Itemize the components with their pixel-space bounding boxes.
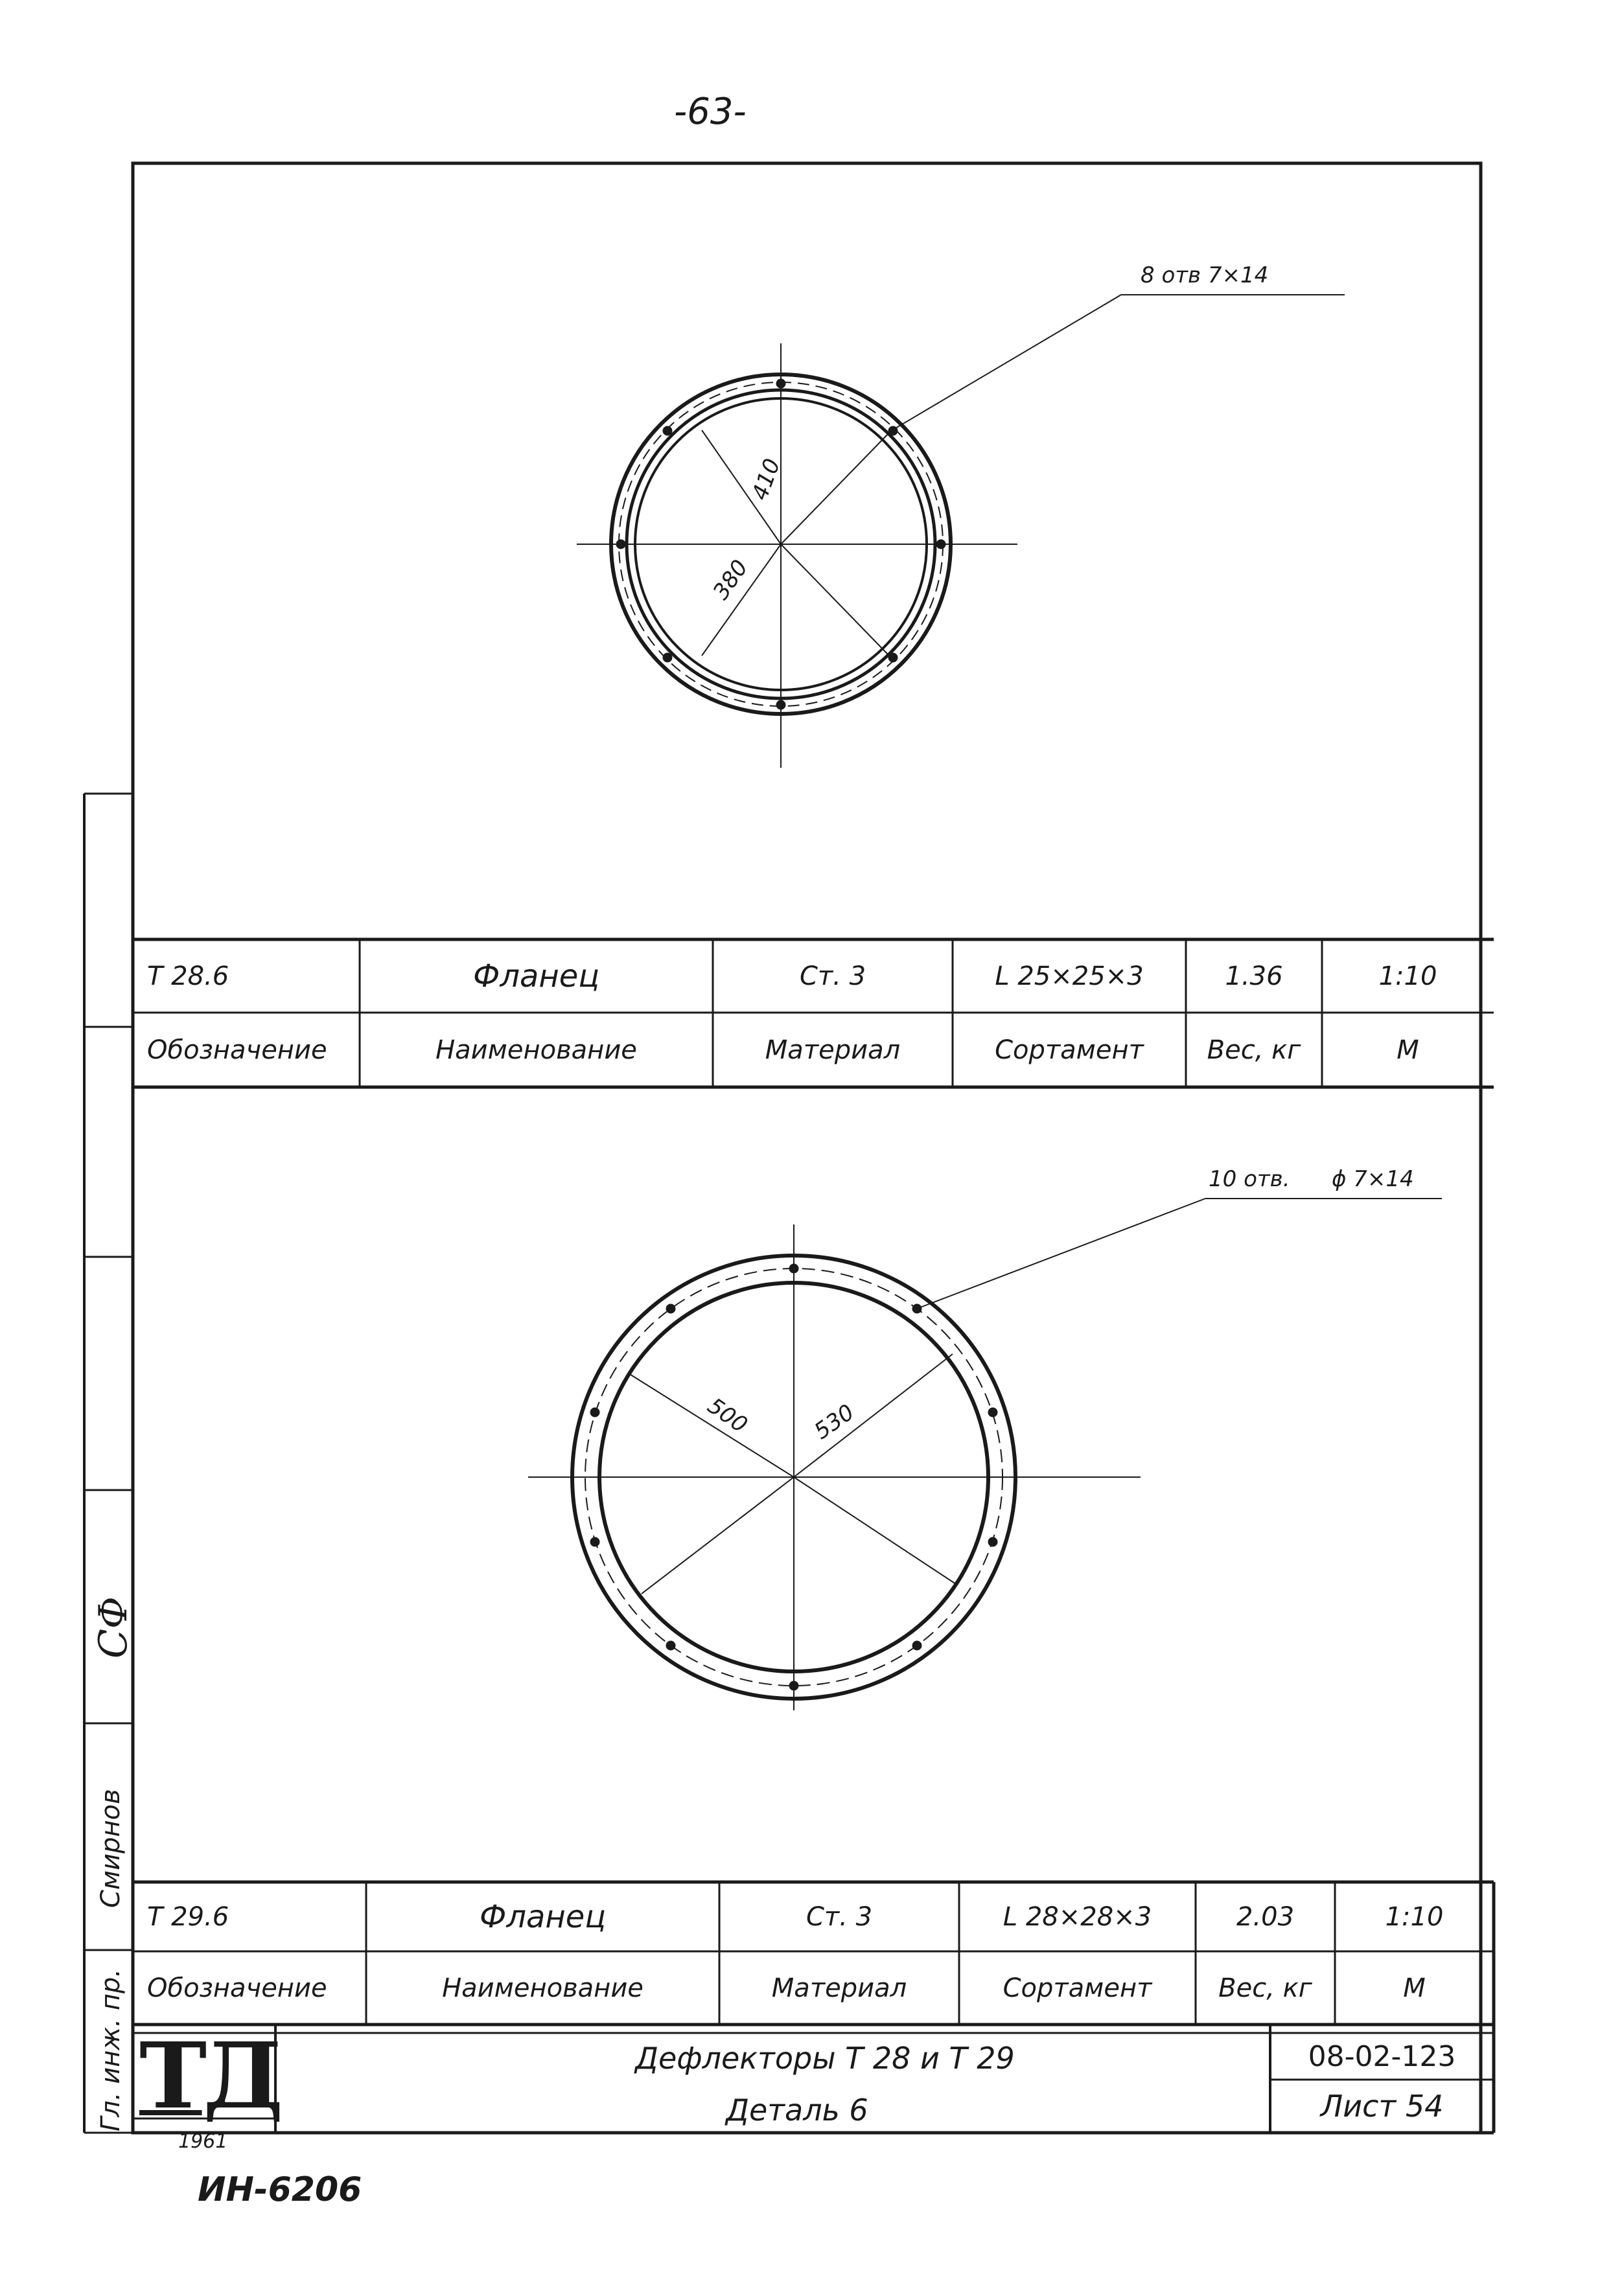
table-2-header-material: Материал bbox=[771, 1973, 907, 2003]
hole-callout-1: 8 отв 7×14 bbox=[1141, 262, 1269, 288]
sheet-frame bbox=[133, 163, 1481, 2133]
table-1-header-designation: Обозначение bbox=[147, 1035, 327, 1065]
table-1-header-material: Материал bbox=[765, 1035, 901, 1065]
flange-drawing-2 bbox=[528, 1199, 1442, 1710]
inventory-stamp: ИН-6206 bbox=[198, 2170, 362, 2209]
dimension-530: 530 bbox=[809, 1399, 859, 1445]
table-1-header-weight: Вес, кг bbox=[1207, 1035, 1301, 1065]
table-2-header-name: Наименование bbox=[442, 1973, 643, 2003]
table-1-weight: 1.36 bbox=[1225, 961, 1283, 991]
table-1-profile: L 25×25×3 bbox=[995, 961, 1144, 991]
table-2-name: Фланец bbox=[480, 1898, 606, 1935]
document-code: 08-02-123 bbox=[1308, 2039, 1456, 2073]
table-1-header-name: Наименование bbox=[435, 1035, 637, 1065]
table-1-designation: T 28.6 bbox=[147, 961, 229, 991]
dimension-410: 410 bbox=[747, 455, 786, 504]
drawing-title: Дефлекторы Т 28 и Т 29 bbox=[635, 2041, 1015, 2076]
table-1-material: Ст. 3 bbox=[799, 961, 866, 991]
table-2-header-profile: Сортамент bbox=[1003, 1973, 1152, 2003]
page-number: -63- bbox=[674, 91, 747, 133]
dimension-380: 380 bbox=[708, 555, 754, 605]
table-2-material: Ст. 3 bbox=[806, 1901, 873, 1932]
sheet-number: Лист 54 bbox=[1320, 2089, 1444, 2124]
table-1-scale: 1:10 bbox=[1378, 961, 1437, 991]
table-1-header-profile: Сортамент bbox=[995, 1035, 1144, 1065]
engineer-name: Смирнов bbox=[96, 1789, 126, 1908]
table-1-name: Фланец bbox=[473, 958, 599, 994]
table-1-header-scale: М bbox=[1397, 1035, 1419, 1065]
dimension-500: 500 bbox=[702, 1393, 752, 1438]
drawing-subtitle: Деталь 6 bbox=[726, 2093, 868, 2128]
table-2-header-weight: Вес, кг bbox=[1218, 1973, 1312, 2003]
hole-callout-2-count: 10 отв. bbox=[1209, 1166, 1290, 1192]
table-2-designation: T 29.6 bbox=[147, 1901, 229, 1932]
title-block-year: 1961 bbox=[178, 2130, 228, 2153]
table-2-profile: L 28×28×3 bbox=[1003, 1901, 1152, 1932]
flange-drawing-1 bbox=[577, 295, 1345, 768]
hole-callout-2-size: ϕ 7×14 bbox=[1332, 1166, 1414, 1192]
chief-engineer-label: Гл. инж. пр. bbox=[96, 1968, 126, 2131]
table-2-weight: 2.03 bbox=[1236, 1901, 1295, 1932]
table-2-header-scale: М bbox=[1403, 1973, 1426, 2003]
handwritten-signature: СФ bbox=[91, 1596, 136, 1659]
organization-logo: ТД bbox=[139, 2023, 280, 2130]
table-2-header-designation: Обозначение bbox=[147, 1973, 327, 2003]
table-2-scale: 1:10 bbox=[1385, 1901, 1444, 1932]
